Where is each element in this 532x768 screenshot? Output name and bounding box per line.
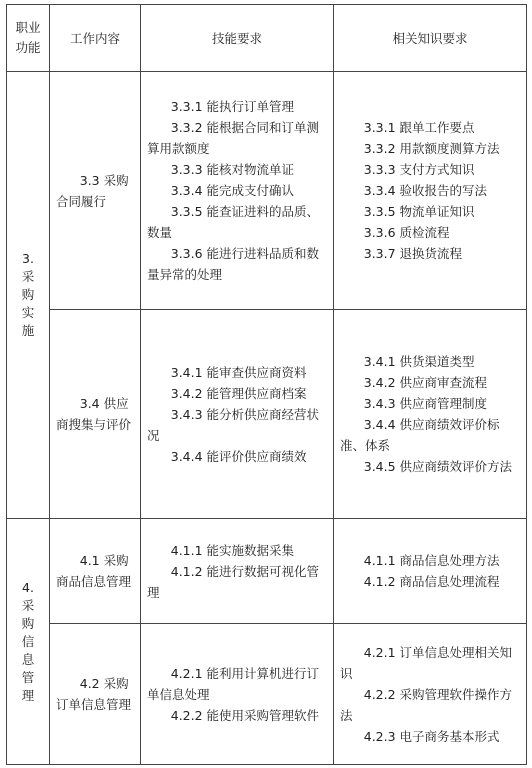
- function-cell-4: [7, 519, 50, 765]
- knowledge-item: 3.3.7 退换货流程: [363, 246, 463, 261]
- knowledge-item: 3.4.2 供应商审查流程: [363, 375, 488, 390]
- content-cell: [50, 624, 141, 765]
- skill-cell: [141, 519, 334, 624]
- skill-cell: [141, 310, 334, 519]
- skill-item: 3.4.1 能审查供应商资料: [170, 364, 307, 380]
- content-cell: [50, 519, 141, 624]
- knowledge-item: 3.3.1 跟单工作要点: [363, 120, 475, 135]
- table-row: [7, 624, 527, 765]
- skill-item: 3.3.1 能执行订单管理: [170, 99, 295, 114]
- knowledge-cell: [334, 624, 527, 765]
- skill-cell: [141, 624, 334, 765]
- skill-item: 3.3.6 能进行进料品质和数量异常的处理: [147, 246, 320, 282]
- skill-item: 4.2.1 能利用计算机进行订单信息处理: [147, 665, 320, 702]
- content-label: 3.4 供应商搜集与评价: [56, 396, 132, 432]
- skill-item: 4.2.2 能使用采购管理软件: [170, 707, 320, 723]
- skill-item: 3.4.2 能管理供应商档案: [170, 385, 307, 401]
- function-label: 3.采购实施: [21, 251, 35, 338]
- header-function: 职业功能: [7, 5, 50, 72]
- skill-item: 3.4.4 能评价供应商绩效: [170, 448, 307, 464]
- skill-item: 3.3.4 能完成支付确认: [170, 183, 295, 198]
- function-label: 4.采购信息管理: [21, 579, 35, 703]
- content-label: 4.2 采购订单信息管理: [56, 676, 132, 712]
- knowledge-item: 3.3.4 验收报告的写法: [363, 183, 488, 198]
- function-cell-3: [7, 72, 50, 519]
- knowledge-item: 4.2.1 订单信息处理相关知识: [340, 644, 513, 681]
- skills-table: [6, 4, 527, 765]
- skill-cell: [141, 72, 334, 310]
- knowledge-item: 3.4.3 供应商管理制度: [363, 396, 488, 411]
- knowledge-item: 3.3.2 用款额度测算方法: [363, 141, 500, 156]
- knowledge-item: 3.4.4 供应商绩效评价标准、体系: [340, 417, 500, 453]
- knowledge-cell: [334, 72, 527, 310]
- skill-item: 4.1.1 能实施数据采集: [170, 542, 295, 558]
- skill-item: 3.3.3 能核对物流单证: [170, 162, 295, 177]
- knowledge-item: 4.1.2 商品信息处理流程: [363, 574, 500, 589]
- header-content: 工作内容: [50, 5, 141, 72]
- skill-item: 3.3.2 能根据合同和订单测算用款额度: [147, 120, 320, 156]
- knowledge-item: 4.1.1 商品信息处理方法: [363, 553, 500, 568]
- skill-item: 3.3.5 能查证进料的品质、数量: [147, 204, 320, 240]
- table-row: [7, 519, 527, 624]
- knowledge-item: 3.3.3 支付方式知识: [363, 162, 475, 177]
- content-label: 3.3 采购合同履行: [56, 172, 129, 209]
- table-row: [7, 72, 527, 310]
- header-row: [7, 5, 527, 72]
- header-knowledge: 相关知识要求: [334, 5, 527, 72]
- knowledge-item: 3.3.5 物流单证知识: [363, 204, 475, 219]
- knowledge-cell: [334, 310, 527, 519]
- content-label: 4.1 采购商品信息管理: [56, 553, 132, 589]
- content-cell: [50, 72, 141, 310]
- knowledge-item: 3.3.6 质检流程: [363, 225, 450, 240]
- table-row: [7, 310, 527, 519]
- skill-item: 3.4.3 能分析供应商经营状况: [147, 406, 320, 443]
- knowledge-cell: [334, 519, 527, 624]
- knowledge-item: 4.2.2 采购管理软件操作方法: [340, 686, 513, 723]
- knowledge-item: 3.4.5 供应商绩效评价方法: [363, 459, 513, 474]
- header-skill: 技能要求: [141, 5, 334, 72]
- content-cell: [50, 310, 141, 519]
- knowledge-item: 3.4.1 供货渠道类型: [363, 354, 475, 369]
- knowledge-item: 4.2.3 电子商务基本形式: [363, 728, 500, 744]
- skill-item: 4.1.2 能进行数据可视化管理: [147, 563, 320, 600]
